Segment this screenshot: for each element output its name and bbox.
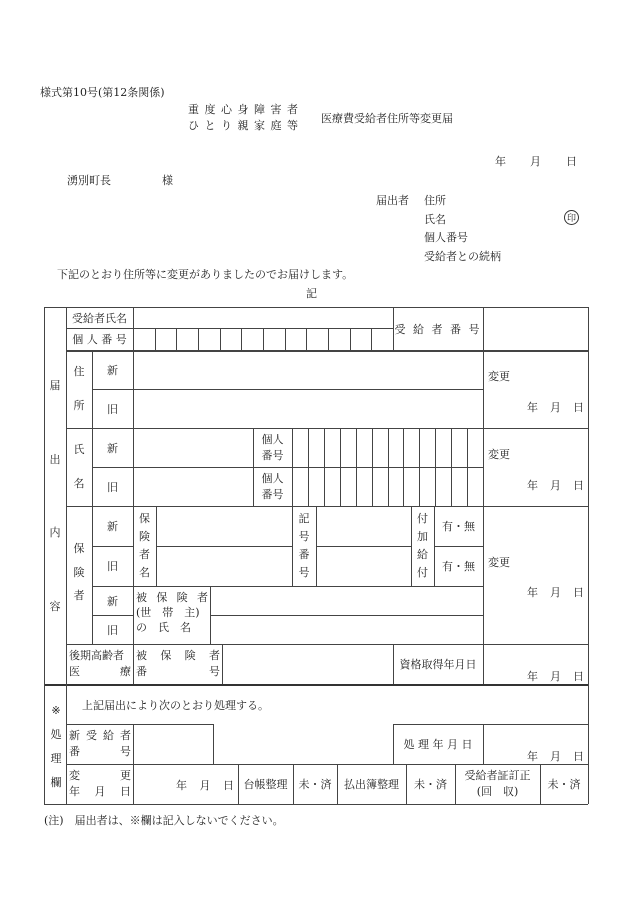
insured-new-label: 新	[107, 594, 118, 608]
footnote: (注) 届出者は、※欄は記入しないでください。	[44, 814, 284, 827]
additional-benefit-old-toggle[interactable]: 有・無	[442, 560, 475, 573]
form-number: 様式第10号(第12条関係)	[40, 86, 165, 99]
applicant-relation-label[interactable]: 受給者との続柄	[424, 250, 501, 263]
name-label: 氏 名	[73, 442, 85, 490]
applicant-address-label[interactable]: 住所	[424, 194, 446, 207]
insurer-old-label: 旧	[107, 560, 118, 573]
number-digit-cell[interactable]	[436, 429, 450, 505]
address-change-label: 変更	[488, 370, 510, 383]
name-new-field[interactable]	[134, 429, 252, 466]
payment-book-label: 払出簿整理	[344, 778, 399, 791]
seal-icon: 印	[564, 210, 579, 225]
number-digit-cell[interactable]	[309, 429, 323, 505]
insurer-new-label: 新	[107, 520, 118, 533]
recipient-number-label: 受 給 者 番 号	[394, 322, 482, 336]
symbol-number-old-field[interactable]	[317, 547, 410, 585]
name-old-label: 旧	[107, 480, 118, 494]
insured-name-old-field[interactable]	[211, 616, 482, 643]
recipient-number-field[interactable]	[483, 307, 588, 350]
recipient-name-label: 受給者氏名	[72, 311, 127, 325]
personal-number-old-label: 個人 番号	[261, 471, 284, 501]
form-title: 医療費受給者住所等変更届	[321, 112, 453, 125]
cert-correction-label: 受給者証訂正 (回 収)	[464, 769, 531, 798]
date-year: 年	[495, 155, 506, 168]
insured-number-label: 被 保 険 者 番 号	[136, 649, 220, 678]
ki-label: 記	[306, 287, 317, 300]
insured-name-new-field[interactable]	[211, 587, 482, 614]
insurer-change-label: 変更	[488, 556, 510, 569]
personal-number-new-label: 個人 番号	[261, 432, 284, 462]
insurer-name-old-field[interactable]	[157, 547, 291, 585]
insurer-name-new-field[interactable]	[157, 507, 291, 545]
intro-text: 下記のとおり住所等に変更がありましたのでお届けします。	[57, 268, 354, 281]
title-line1: 重 度 心 身 障 害 者	[188, 103, 299, 116]
insurer-change-date[interactable]: 年 月 日	[527, 586, 584, 599]
mynumber-label: 個 人 番 号	[72, 333, 127, 346]
new-recipient-number-label: 新 受 給 者 番 号	[69, 729, 131, 758]
change-date-field[interactable]: 年 月 日	[176, 779, 234, 792]
additional-benefit-label: 付 加 給 付	[417, 511, 428, 579]
address-old-field[interactable]	[134, 390, 482, 427]
number-digit-cell[interactable]	[134, 329, 154, 349]
address-new-label: 新	[107, 363, 118, 377]
insured-old-label: 旧	[107, 623, 118, 637]
additional-benefit-new-toggle[interactable]: 有・無	[442, 520, 475, 533]
number-digit-cell[interactable]	[351, 329, 371, 349]
insured-name-label: 被 保 険 者 (世 帯 主) の 氏 名	[136, 591, 208, 634]
number-digit-cell[interactable]	[199, 329, 219, 349]
number-digit-cell[interactable]	[264, 329, 284, 349]
processing-statement: 上記届出により次のとおり処理する。	[82, 699, 269, 712]
name-change-label: 変更	[488, 448, 510, 461]
address-old-label: 旧	[107, 402, 118, 416]
symbol-number-label: 記 号 番 号	[298, 511, 310, 579]
process-date-label: 処 理 年 月 日	[403, 738, 473, 751]
name-change-date[interactable]: 年 月 日	[527, 479, 584, 492]
ledger-status-toggle[interactable]: 未・済	[298, 778, 332, 791]
change-date-label: 変 更 年 月 日	[69, 769, 131, 798]
insurer-name-label: 保 険 者 名	[139, 511, 150, 579]
number-digit-cell[interactable]	[221, 329, 241, 349]
cert-correction-status-toggle[interactable]: 未・済	[547, 778, 581, 791]
address-change-date[interactable]: 年 月 日	[527, 401, 584, 414]
qualification-date-field[interactable]: 年 月 日	[527, 670, 584, 683]
processing-section-label: ※ 処 理 欄	[50, 704, 62, 789]
name-old-field[interactable]	[134, 468, 252, 505]
insured-number-field[interactable]	[223, 645, 392, 683]
number-digit-cell[interactable]	[286, 329, 306, 349]
applicant-name-label[interactable]: 氏名	[424, 213, 446, 226]
number-digit-cell[interactable]	[242, 329, 262, 349]
ledger-label: 台帳整理	[243, 778, 288, 791]
addressee-suffix: 様	[162, 174, 173, 187]
recipient-name-field[interactable]	[133, 307, 393, 328]
process-date-field[interactable]: 年 月 日	[527, 750, 584, 763]
number-digit-cell[interactable]	[357, 429, 371, 505]
number-digit-cell[interactable]	[293, 429, 307, 505]
number-digit-cell[interactable]	[156, 329, 176, 349]
elderly-medical-label: 後期高齢者 医 療	[69, 649, 131, 678]
number-digit-cell[interactable]	[420, 429, 434, 505]
number-digit-cell[interactable]	[389, 429, 403, 505]
number-digit-cell[interactable]	[372, 329, 392, 349]
number-digit-cell[interactable]	[329, 329, 349, 349]
address-new-field[interactable]	[134, 351, 482, 388]
date-month: 月	[530, 155, 541, 168]
addressee: 湧別町長	[67, 174, 111, 187]
applicant-label: 届出者	[376, 194, 409, 207]
title-line2: ひ と り 親 家 庭 等	[188, 119, 299, 132]
new-recipient-number-field[interactable]	[134, 725, 212, 763]
number-digit-cell[interactable]	[452, 429, 466, 505]
insurer-label: 保 険 者	[73, 542, 85, 602]
number-digit-cell[interactable]	[468, 429, 482, 505]
payment-book-status-toggle[interactable]: 未・済	[414, 778, 447, 791]
number-digit-cell[interactable]	[341, 429, 355, 505]
symbol-number-new-field[interactable]	[317, 507, 410, 545]
number-digit-cell[interactable]	[373, 429, 387, 505]
address-label: 住 所	[73, 364, 85, 412]
date-day: 日	[566, 155, 577, 168]
section-label-notification: 届 出 内 容	[49, 379, 61, 613]
qualification-date-label: 資格取得年月日	[399, 658, 477, 671]
number-digit-cell[interactable]	[404, 429, 418, 505]
number-digit-cell[interactable]	[325, 429, 339, 505]
applicant-mynumber-label[interactable]: 個人番号	[424, 231, 468, 244]
number-digit-cell[interactable]	[307, 329, 327, 349]
name-new-label: 新	[107, 441, 118, 455]
number-digit-cell[interactable]	[177, 329, 197, 349]
